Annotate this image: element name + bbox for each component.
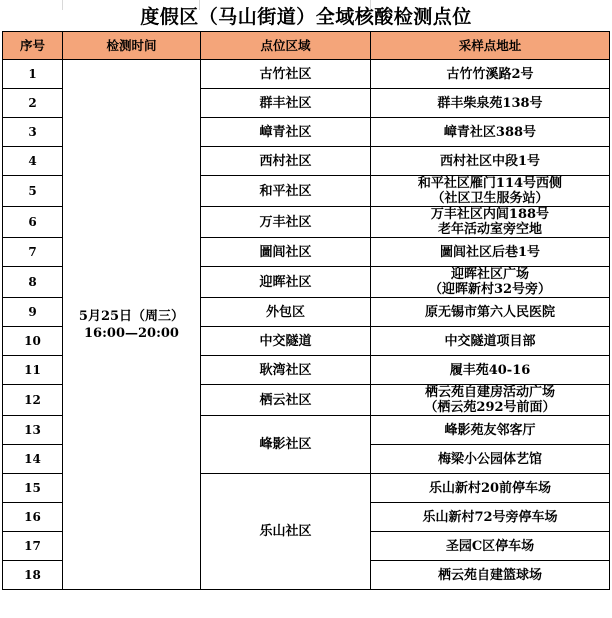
- row-seq: 8: [3, 267, 63, 298]
- address-line: 万丰社区内闾188号: [430, 207, 550, 222]
- row-address: [371, 385, 610, 416]
- row-address: [371, 207, 610, 238]
- row-address: 西村社区中段1号: [371, 147, 610, 176]
- row-address: 乐山新村72号旁停车场: [371, 503, 610, 532]
- row-area: 耿湾社区: [201, 356, 371, 385]
- row-seq: 6: [3, 207, 63, 238]
- row-address: 古竹竹溪路2号: [371, 60, 610, 89]
- row-address: [371, 176, 610, 207]
- header-seq: 序号: [3, 32, 63, 60]
- header-row: [3, 32, 610, 60]
- row-address: 原无锡市第六人民医院: [371, 298, 610, 327]
- row-seq: 5: [3, 176, 63, 207]
- row-seq: 7: [3, 238, 63, 267]
- row-address: 梅梁小公园体艺馆: [371, 445, 610, 474]
- row-address: 履丰苑40-16: [371, 356, 610, 385]
- row-seq: 15: [3, 474, 63, 503]
- row-address: 圖闾社区后巷1号: [371, 238, 610, 267]
- row-address: 峰影苑友邻客厅: [371, 416, 610, 445]
- row-address: 栖云苑自建篮球场: [371, 561, 610, 590]
- row-area: 外包区: [201, 298, 371, 327]
- testing-date: 5月25日（周三）: [78, 308, 185, 324]
- row-area: 古竹社区: [201, 60, 371, 89]
- address-line-2: （栖云苑292号前面）: [424, 400, 556, 415]
- row-seq: 1: [3, 60, 63, 89]
- table-row: [3, 60, 610, 89]
- testing-hours: 16:00—20:00: [84, 325, 179, 341]
- row-address: 群丰柴泉苑138号: [371, 89, 610, 118]
- row-address: 乐山新村20前停车场: [371, 474, 610, 503]
- row-seq: 18: [3, 561, 63, 590]
- address-line: 迎晖社区广场: [450, 267, 529, 282]
- row-seq: 14: [3, 445, 63, 474]
- row-area: 栖云社区: [201, 385, 371, 416]
- header-time: 检测时间: [63, 32, 201, 60]
- address-line-2: （迎晖新村32号旁）: [428, 282, 552, 297]
- address-line: 栖云苑自建房活动广场: [424, 385, 555, 400]
- row-seq: 4: [3, 147, 63, 176]
- row-seq: 2: [3, 89, 63, 118]
- row-area: 和平社区: [201, 176, 371, 207]
- row-seq: 10: [3, 327, 63, 356]
- row-seq: 13: [3, 416, 63, 445]
- row-seq: 16: [3, 503, 63, 532]
- row-area: 群丰社区: [201, 89, 371, 118]
- page-title: 度假区（马山街道）全域核酸检测点位: [140, 6, 472, 28]
- row-seq: 12: [3, 385, 63, 416]
- row-address: 圣园C区停车场: [371, 532, 610, 561]
- row-area: 中交隧道: [201, 327, 371, 356]
- testing-sites-table: [2, 31, 610, 590]
- testing-time-cell: [63, 60, 201, 590]
- row-address: 嶂青社区388号: [371, 118, 610, 147]
- row-seq: 9: [3, 298, 63, 327]
- row-address: 中交隧道项目部: [371, 327, 610, 356]
- row-address: [371, 267, 610, 298]
- header-area: 点位区域: [201, 32, 371, 60]
- row-area: 圖闾社区: [201, 238, 371, 267]
- address-line-2: （社区卫生服务站）: [431, 191, 549, 206]
- row-area: 迎晖社区: [201, 267, 371, 298]
- row-area: 峰影社区: [201, 416, 371, 474]
- address-line-2: 老年活动室旁空地: [437, 222, 542, 237]
- row-seq: 17: [3, 532, 63, 561]
- header-address: 采样点地址: [371, 32, 610, 60]
- address-line: 和平社区雁门114号西侧: [417, 176, 563, 191]
- row-seq: 11: [3, 356, 63, 385]
- row-area: 嶂青社区: [201, 118, 371, 147]
- row-seq: 3: [3, 118, 63, 147]
- row-area: 乐山社区: [201, 474, 371, 590]
- row-area: 西村社区: [201, 147, 371, 176]
- row-area: 万丰社区: [201, 207, 371, 238]
